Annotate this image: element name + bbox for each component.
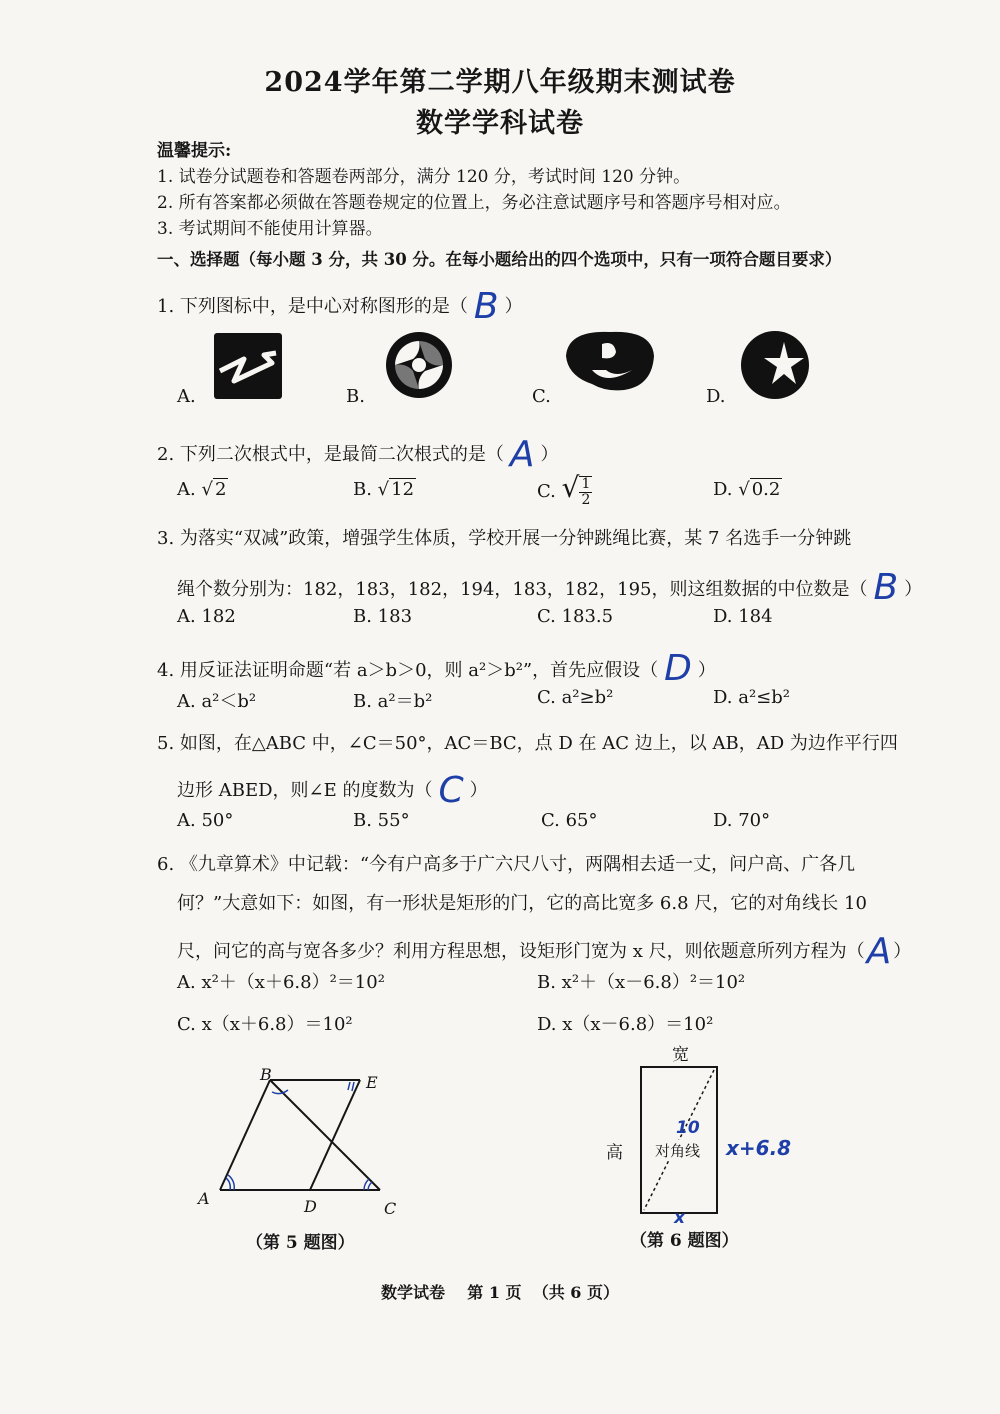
q2-option-d: D. √ 0.2 — [713, 479, 781, 500]
fig5-label-e: E — [366, 1073, 378, 1092]
q6-line-1: 6. 《九章算术》中记载：“今有户高多于广六尺八寸，两隅相去适一丈，问户高、广各几 — [157, 854, 856, 875]
q3-option-a: A. 182 — [177, 606, 236, 627]
section-1-heading: 一、选择题（每小题 3 分，共 30 分。在每小题给出的四个选项中，只有一项符合题目要求） — [157, 250, 842, 269]
tip-1: 1. 试卷分试题卷和答题卷两部分，满分 120 分，考试时间 120 分钟。 — [157, 167, 691, 187]
q5-line-2: 边形 ABED，则∠E 的度数为（ C ） — [177, 770, 488, 811]
q2-option-b: B. √ 12 — [353, 479, 415, 500]
fig5-label-a: A — [198, 1189, 210, 1208]
q6-option-c: C. x（x＋6.8）＝10² — [177, 1014, 353, 1035]
q6-option-a: A. x²＋（x＋6.8）²＝10² — [177, 972, 385, 993]
q6-handwritten-answer: A — [866, 931, 892, 972]
fig6-label-height: 高 — [606, 1143, 623, 1163]
q6-option-b: B. x²＋（x－6.8）²＝10² — [537, 972, 746, 993]
fig6-label-width: 宽 — [672, 1045, 689, 1065]
tip-3: 3. 考试期间不能使用计算器。 — [157, 219, 383, 239]
exam-title: 2024学年第二学期八年级期末测试卷 — [264, 67, 736, 98]
q2-handwritten-answer: A — [509, 434, 535, 475]
q5-option-d: D. 70° — [713, 810, 771, 831]
fig5-segment-ba — [220, 1080, 270, 1190]
q1-option-c: C. — [532, 386, 551, 407]
q4-option-b: B. a²＝b² — [353, 691, 433, 712]
page-footer: 数学试卷 第 1 页 （共 6 页） — [381, 1283, 619, 1302]
fig6-handwritten-side: x+6.8 — [726, 1136, 792, 1160]
q4-option-a: A. a²＜b² — [177, 691, 257, 712]
q5-option-b: B. 55° — [353, 810, 410, 831]
q6-line-3: 尺，问它的高与宽各多少？利用方程思想，设矩形门宽为 x 尺，则依题意所列方程为（A ） — [177, 931, 912, 972]
q2-stem: 2. 下列二次根式中，是最简二次根式的是（ A ） — [157, 434, 559, 475]
fig5-label-c: C — [384, 1199, 397, 1218]
q3-option-d: D. 184 — [713, 606, 773, 627]
q1-icon-b — [384, 330, 454, 400]
exam-subtitle: 数学学科试卷 — [416, 108, 584, 139]
fig5-caption: （第 5 题图） — [246, 1233, 355, 1253]
q1-option-b: B. — [346, 386, 365, 407]
fig5-segment-bc — [270, 1080, 380, 1190]
fig5-segment-ed — [310, 1080, 360, 1190]
q1-icon-c — [562, 326, 658, 396]
q4-stem: 4. 用反证法证明命题“若 a＞b＞0，则 a²＞b²”，首先应假设（ D ） — [157, 648, 716, 689]
fig5-diagram — [190, 1060, 420, 1230]
q1-icon-d — [740, 330, 810, 400]
q5-handwritten-answer: C — [438, 770, 464, 811]
q3-option-b: B. 183 — [353, 606, 413, 627]
q4-handwritten-answer: D — [664, 648, 692, 689]
fig6-label-diagonal: 对角线 — [655, 1142, 701, 1160]
q4-option-d: D. a²≤b² — [713, 687, 791, 708]
fig6-handwritten-bottom: x — [674, 1208, 685, 1228]
q1-option-a: A. — [177, 386, 196, 407]
q1-stem: 1. 下列图标中，是中心对称图形的是（ B ） — [157, 286, 523, 327]
tips-heading: 温馨提示: — [157, 141, 232, 161]
q6-option-d: D. x（x－6.8）＝10² — [537, 1014, 714, 1035]
q3-handwritten-answer: B — [873, 567, 899, 608]
q3-option-c: C. 183.5 — [537, 606, 614, 627]
q2-option-a: A. √ 2 — [177, 479, 227, 500]
q5-option-a: A. 50° — [177, 810, 234, 831]
fig5-label-b: B — [260, 1065, 272, 1084]
q2-option-c: C. √ $\frac{1}{2}$ — [537, 471, 591, 508]
q5-option-c: C. 65° — [541, 810, 598, 831]
q6-line-2: 何？”大意如下：如图，有一形状是矩形的门，它的高比宽多 6.8 尺，它的对角线长 10 — [177, 893, 867, 914]
q1-handwritten-answer: B — [473, 286, 499, 327]
fig5-label-d: D — [304, 1197, 317, 1216]
tip-2: 2. 所有答案都必须做在答题卷规定的位置上，务必注意试题序号和答题序号相对应。 — [157, 193, 791, 213]
q4-option-c: C. a²≥b² — [537, 687, 614, 708]
fig6-caption: （第 6 题图） — [630, 1231, 739, 1251]
q5-line-1: 5. 如图，在△ABC 中，∠C＝50°，AC＝BC，点 D 在 AC 边上，以 AB，AD 为边作平行四 — [157, 733, 898, 754]
q1-icon-a — [214, 333, 282, 399]
q3-line-2: 绳个数分别为：182，183，182，194，183，182，195，则这组数据的中位数是（ B ） — [177, 567, 923, 608]
q3-line-1: 3. 为落实“双减”政策，增强学生体质，学校开展一分钟跳绳比赛，某 7 名选手一分钟跳 — [157, 528, 852, 549]
fig6-handwritten-diagonal: 10 — [676, 1118, 700, 1138]
q1-option-d: D. — [706, 386, 726, 407]
